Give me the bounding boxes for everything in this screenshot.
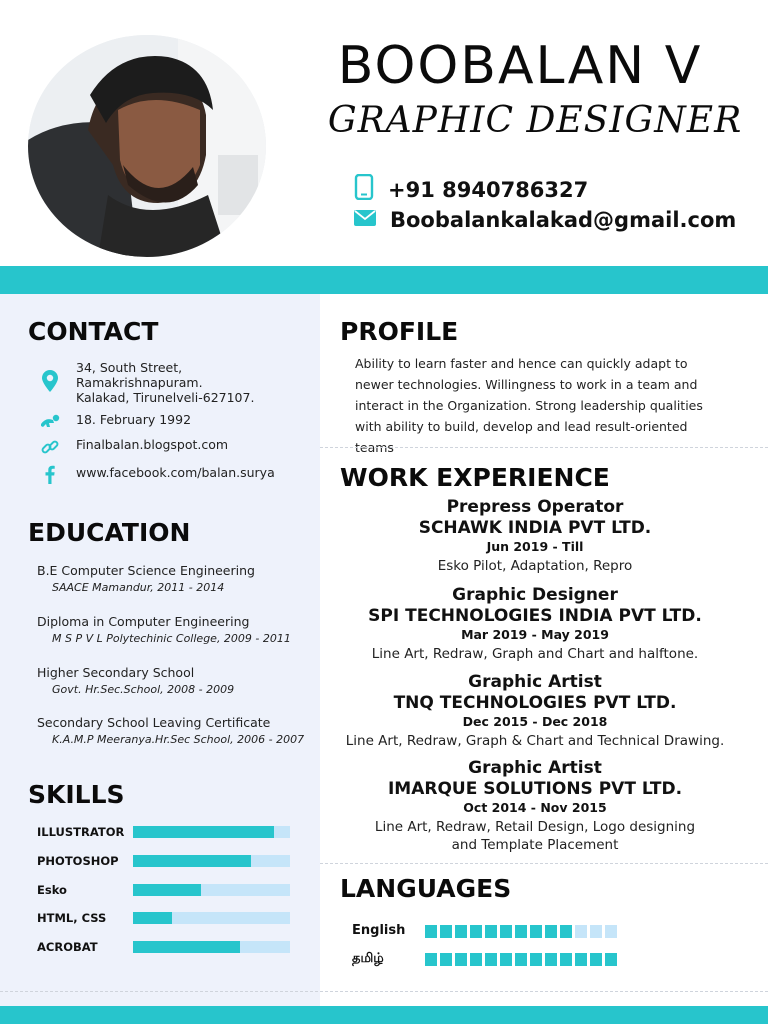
education-item — [37, 563, 317, 594]
language-level — [425, 925, 617, 938]
skill-bar-fill — [133, 941, 240, 953]
job-summary: Line Art, Redraw, Graph and Chart and halftone. — [371, 646, 699, 662]
blog-link[interactable]: Finalbalan.blogspot.com — [76, 437, 229, 452]
skill-name: PHOTOSHOP — [37, 854, 119, 868]
education-item — [37, 715, 317, 746]
skill-bar-fill — [133, 912, 172, 924]
contact-heading: CONTACT — [28, 317, 159, 346]
job-dates: Oct 2014 - Nov 2015 — [463, 800, 607, 815]
job-title: Prepress Operator — [446, 497, 624, 517]
school-name: SAACE Mamandur, 2011 - 2014 — [52, 581, 225, 594]
language-level-dot — [470, 953, 482, 966]
skill-bar — [133, 884, 290, 896]
address-line: Kalakad, Tirunelveli-627107. — [76, 390, 255, 405]
skill-bar — [133, 912, 290, 924]
job-dates: Dec 2015 - Dec 2018 — [462, 714, 608, 729]
skill-row — [37, 825, 297, 839]
phone-icon — [354, 174, 374, 205]
degree-name: B.E Computer Science Engineering — [37, 563, 255, 578]
facebook-icon — [40, 465, 60, 484]
language-level-dot — [590, 953, 602, 966]
language-name: தமிழ் — [352, 951, 384, 966]
degree-name: Diploma in Computer Engineering — [37, 614, 250, 629]
full-name: BOOBALAN V — [337, 36, 703, 96]
language-level-dot — [425, 925, 437, 938]
language-level-dot — [515, 925, 527, 938]
skill-bar — [133, 826, 290, 838]
language-level-dot — [440, 925, 452, 938]
education-item — [37, 665, 317, 696]
date-of-birth: 18. February 1992 — [76, 412, 192, 427]
degree-name: Secondary School Leaving Certificate — [37, 715, 271, 730]
language-level-dot — [455, 925, 467, 938]
skill-row — [37, 854, 297, 868]
job-summary: Line Art, Redraw, Retail Design, Logo designing and Template Placement — [374, 819, 696, 853]
work-heading: WORK EXPERIENCE — [340, 463, 610, 492]
crawling-baby-icon — [40, 412, 60, 428]
company-name: IMARQUE SOLUTIONS PVT LTD. — [387, 779, 683, 799]
school-name: Govt. Hr.Sec.School, 2008 - 2009 — [52, 683, 235, 696]
job-entry — [320, 672, 750, 750]
skill-bar-fill — [133, 855, 251, 867]
languages-heading: LANGUAGES — [340, 874, 512, 903]
job-dates: Jun 2019 - Till — [486, 539, 584, 554]
company-name: SPI TECHNOLOGIES INDIA PVT LTD. — [368, 606, 702, 626]
header-phone[interactable] — [354, 174, 588, 205]
skill-name: HTML, CSS — [37, 911, 107, 925]
skill-bar — [133, 941, 290, 953]
job-entry — [320, 497, 750, 575]
job-title: Graphic Designer — [452, 585, 618, 605]
job-title: Graphic Artist — [468, 672, 602, 692]
language-level-dot — [545, 925, 557, 938]
language-level-dot — [500, 925, 512, 938]
skill-name: ILLUSTRATOR — [37, 825, 125, 839]
language-level-dot — [575, 953, 587, 966]
language-level-dot — [590, 925, 602, 938]
location-pin-icon — [40, 360, 60, 392]
section-divider — [320, 447, 768, 448]
facebook-link[interactable]: www.facebook.com/balan.surya — [76, 465, 275, 480]
section-divider — [320, 863, 768, 864]
skill-row — [37, 940, 297, 954]
job-entry — [320, 585, 750, 663]
email-address: Boobalankalakad@gmail.com — [390, 208, 737, 232]
address-line: Ramakrishnapuram. — [76, 375, 203, 390]
contact-blog[interactable] — [40, 437, 228, 456]
language-level-dot — [560, 953, 572, 966]
accent-band-bottom — [0, 1006, 768, 1024]
language-level-dot — [605, 953, 617, 966]
language-level-dot — [485, 953, 497, 966]
header-email[interactable] — [354, 208, 736, 232]
language-level-dot — [545, 953, 557, 966]
footer-divider — [0, 991, 768, 992]
job-entry — [320, 758, 750, 854]
envelope-icon — [354, 210, 376, 231]
accent-band-top — [0, 266, 768, 294]
skills-heading: SKILLS — [28, 780, 125, 809]
language-level-dot — [605, 925, 617, 938]
education-heading: EDUCATION — [28, 518, 191, 547]
skill-bar — [133, 855, 290, 867]
skill-name: ACROBAT — [37, 940, 98, 954]
school-name: K.A.M.P Meeranya.Hr.Sec School, 2006 - 2007 — [52, 733, 305, 746]
skill-row — [37, 911, 297, 925]
contact-address — [40, 360, 254, 405]
job-role: GRAPHIC DESIGNER — [327, 100, 743, 141]
company-name: SCHAWK INDIA PVT LTD. — [418, 518, 652, 538]
language-level-dot — [575, 925, 587, 938]
language-level-dot — [500, 953, 512, 966]
skill-row — [37, 883, 297, 897]
job-summary: Line Art, Redraw, Graph & Chart and Technical Drawing. — [345, 733, 725, 749]
language-level-dot — [425, 953, 437, 966]
profile-summary: Ability to learn faster and hence can quickly adapt to newer technologies. Willingness to work in a team and interact in the Organization. Strong leadership qualities with ability to build, develop and lead result-oriented teams — [355, 356, 703, 455]
language-level-dot — [440, 953, 452, 966]
profile-heading: PROFILE — [340, 317, 459, 346]
contact-facebook[interactable] — [40, 465, 275, 484]
company-name: TNQ TECHNOLOGIES PVT LTD. — [393, 693, 677, 713]
degree-name: Higher Secondary School — [37, 665, 195, 680]
job-summary: Esko Pilot, Adaptation, Repro — [437, 558, 633, 574]
school-name: M S P V L Polytechinic College, 2009 - 2011 — [52, 632, 291, 645]
job-dates: Mar 2019 - May 2019 — [461, 627, 609, 642]
language-level-dot — [530, 925, 542, 938]
link-icon — [40, 437, 60, 456]
skill-bar-fill — [133, 826, 274, 838]
language-level-dot — [515, 953, 527, 966]
language-level — [425, 953, 617, 966]
address-line: 34, South Street, — [76, 360, 183, 375]
contact-dob — [40, 412, 191, 428]
profile-photo — [28, 35, 266, 257]
language-level-dot — [560, 925, 572, 938]
language-level-dot — [470, 925, 482, 938]
language-name: English — [352, 923, 406, 938]
language-level-dot — [485, 925, 497, 938]
phone-number: +91 8940786327 — [388, 177, 589, 202]
language-level-dot — [530, 953, 542, 966]
skill-name: Esko — [37, 883, 67, 897]
job-title: Graphic Artist — [468, 758, 602, 778]
skill-bar-fill — [133, 884, 201, 896]
language-level-dot — [455, 953, 467, 966]
education-item — [37, 614, 317, 645]
